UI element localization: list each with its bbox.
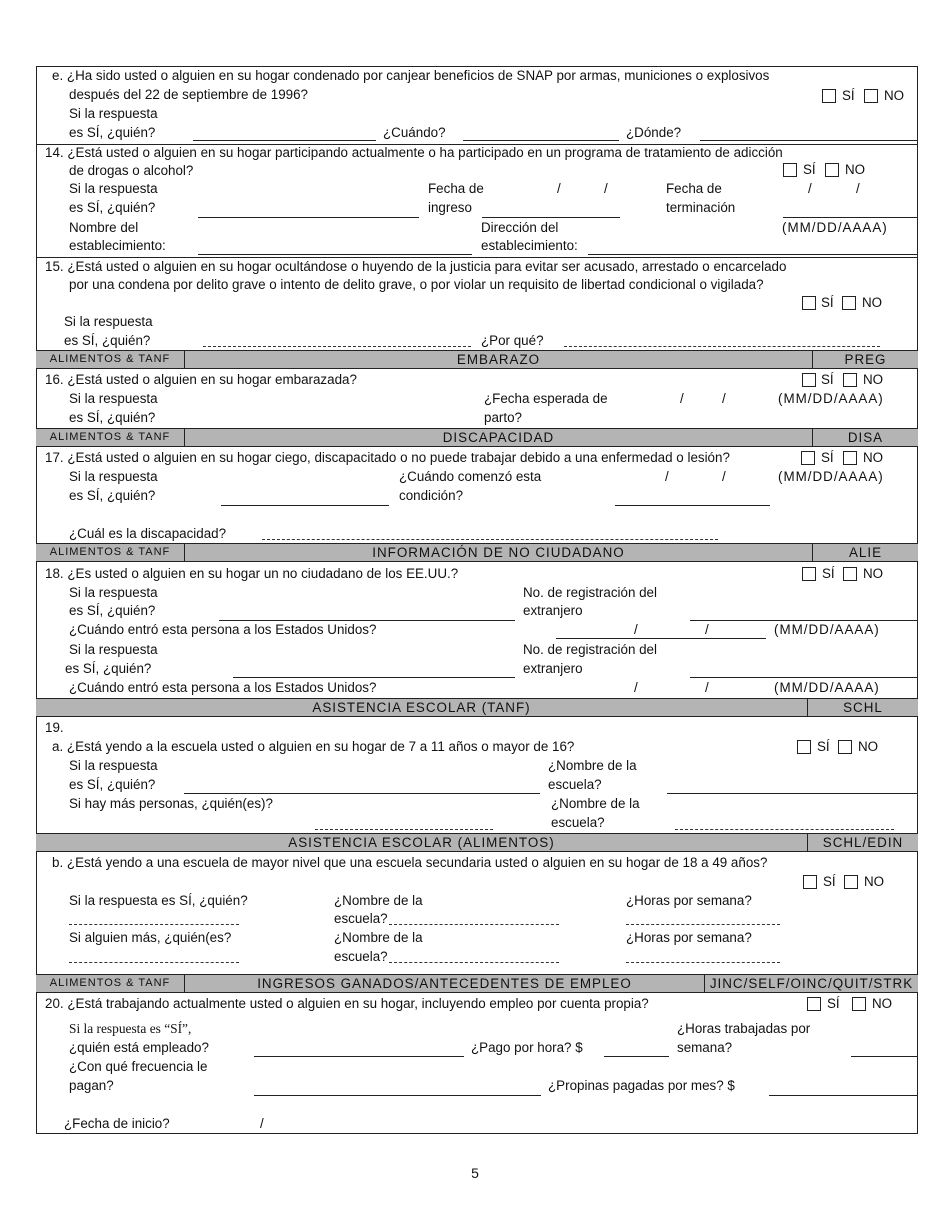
q14-facility-address-label-2: establecimiento:	[481, 238, 578, 253]
section-band-school-tanf	[36, 698, 918, 717]
q15-resp-label-2: es SÍ, ¿quién?	[64, 333, 151, 348]
q18-resp-label-1b: Si la respuesta	[69, 642, 158, 657]
q18-entry-date-field-1[interactable]	[556, 638, 766, 639]
band-section-title: ASISTENCIA ESCOLAR (ALIMENTOS)	[36, 834, 808, 851]
q19a-school-field[interactable]	[667, 793, 918, 794]
q17-text: 17. ¿Está usted o alguien en su hogar ciego, discapacitado o no puede trabajar debido a una enfermedad o lesión?	[45, 450, 730, 465]
q19a-more-school-field[interactable]	[675, 829, 894, 830]
q14-facility-name-label-2: establecimiento:	[69, 238, 166, 253]
q19b-hours-label: ¿Horas por semana?	[626, 893, 752, 908]
q13e-yes-checkbox[interactable]	[822, 89, 836, 103]
date-format-hint: (MM/DD/AAAA)	[778, 469, 884, 484]
q19b-no-checkbox[interactable]	[844, 875, 858, 889]
q20-resp-label-1: Si la respuesta es “SÍ”,	[69, 1021, 192, 1036]
q17-yes-checkbox[interactable]	[801, 451, 815, 465]
q20-hours-label-1: ¿Horas trabajadas por	[677, 1021, 811, 1036]
band-section-title: EMBARAZO	[185, 351, 813, 368]
q19a-resp-label-2: es SÍ, ¿quién?	[69, 777, 156, 792]
q13e-resp-label-1: Si la respuesta	[69, 106, 158, 121]
q18-reg-label-1b: No. de registración del	[523, 642, 657, 657]
q14-end-date-field[interactable]	[783, 217, 918, 218]
q16-resp-label-2: es SÍ, ¿quién?	[69, 410, 156, 425]
q18-reg-field-1[interactable]	[690, 620, 918, 621]
q16-text: 16. ¿Está usted o alguien en su hogar embarazada?	[45, 372, 357, 387]
date-slash: /	[557, 181, 561, 196]
date-slash: /	[808, 181, 812, 196]
q18-resp-label-2b: es SÍ, ¿quién?	[65, 661, 152, 676]
q14-yes-label: SÍ	[803, 162, 816, 177]
q20-start-date-label: ¿Fecha de inicio?	[64, 1116, 170, 1131]
q20-hours-field[interactable]	[851, 1056, 918, 1057]
q14-text-line2: de drogas o alcohol?	[69, 163, 194, 178]
band-program-label: ALIMENTOS & TANF	[36, 975, 185, 992]
q19b-school-field[interactable]	[389, 924, 559, 925]
q20-hourly-pay-field[interactable]	[604, 1056, 669, 1057]
q19b-who-field[interactable]	[69, 924, 239, 925]
q14-facility-name-field[interactable]	[198, 254, 472, 255]
q20-tips-label: ¿Propinas pagadas por mes? $	[548, 1078, 735, 1093]
q17-onset-label-1: ¿Cuándo comenzó esta	[399, 469, 542, 484]
q14-facility-address-field[interactable]	[588, 254, 918, 255]
q20-no-label: NO	[872, 996, 893, 1011]
q13e-text-line2: después del 22 de septiembre de 1996?	[69, 87, 308, 102]
section-band-non-citizen	[36, 543, 918, 562]
q18-entry-label-1: ¿Cuándo entró esta persona a los Estados Unidos?	[69, 622, 377, 637]
q18-reg-label-2b: extranjero	[523, 661, 583, 676]
q17-no-checkbox[interactable]	[843, 451, 857, 465]
q19a-no-label: NO	[858, 739, 879, 754]
q15-yes-checkbox[interactable]	[802, 296, 816, 310]
q19a-who-field[interactable]	[184, 793, 540, 794]
q20-resp-label-2: ¿quién está empleado?	[69, 1040, 209, 1055]
q19b-more-school-label-1: ¿Nombre de la	[334, 930, 423, 945]
q19a-yes-label: SÍ	[817, 739, 830, 754]
q15-why-field[interactable]	[564, 346, 880, 347]
band-section-title: DISCAPACIDAD	[185, 429, 813, 446]
q15-yes-label: SÍ	[821, 295, 834, 310]
q18-yes-label: SÍ	[822, 566, 835, 581]
q19a-more-school-label-2: escuela?	[551, 815, 605, 830]
q13e-who-field[interactable]	[193, 140, 376, 141]
q13e-no-checkbox[interactable]	[864, 89, 878, 103]
q16-yes-label: SÍ	[821, 372, 834, 387]
q14-facility-name-label-1: Nombre del	[69, 220, 139, 235]
q15-no-label: NO	[862, 295, 883, 310]
q13e-no-label: NO	[884, 88, 905, 103]
q20-yes-checkbox[interactable]	[807, 997, 821, 1011]
q19b-yes-checkbox[interactable]	[803, 875, 817, 889]
q20-tips-field[interactable]	[769, 1095, 918, 1096]
q17-onset-date-field[interactable]	[615, 505, 770, 506]
q14-intake-label-2: ingreso	[428, 200, 472, 215]
date-slash: /	[722, 469, 726, 484]
q20-no-checkbox[interactable]	[852, 997, 866, 1011]
band-program-label: ALIMENTOS & TANF	[36, 351, 185, 368]
date-slash: /	[856, 181, 860, 196]
q17-resp-label-1: Si la respuesta	[69, 469, 158, 484]
band-code: JINC/SELF/OINC/QUIT/STRK	[709, 976, 914, 991]
q19b-hours-field[interactable]	[626, 924, 780, 925]
date-slash: /	[634, 622, 638, 637]
q17-disability-label: ¿Cuál es la discapacidad?	[69, 526, 227, 541]
q13e-when-field[interactable]	[463, 140, 619, 141]
q18-yes-checkbox[interactable]	[802, 567, 816, 581]
section-band-employment	[36, 974, 918, 993]
q19a-more-school-label-1: ¿Nombre de la	[551, 796, 640, 811]
q19b-resp-label: Si la respuesta es SÍ, ¿quién?	[69, 893, 248, 908]
band-program-label: ALIMENTOS & TANF	[36, 544, 185, 561]
q20-employee-field[interactable]	[254, 1056, 464, 1057]
q20-pay-frequency-label-2: pagan?	[69, 1078, 114, 1093]
date-slash: /	[665, 469, 669, 484]
q20-hours-label-2: semana?	[677, 1040, 733, 1055]
q18-who-field-2[interactable]	[233, 677, 515, 678]
q18-resp-label-1: Si la respuesta	[69, 585, 158, 600]
q15-text-line1: 15. ¿Está usted o alguien en su hogar ocultándose o huyendo de la justicia para evitar ser acusado, arrestado o encarcelado	[45, 259, 787, 274]
q19a-more-label: Si hay más personas, ¿quién(es)?	[69, 796, 273, 811]
q18-reg-label-2: extranjero	[523, 603, 583, 618]
section-band-school-food	[36, 833, 918, 852]
q13e-text-line1: e. ¿Ha sido usted o alguien en su hogar condenado por canjear beneficios de SNAP por armas, municiones o explosivos	[52, 68, 770, 83]
q19b-school-label-1: ¿Nombre de la	[334, 893, 423, 908]
q16-resp-label-1: Si la respuesta	[69, 391, 158, 406]
q18-resp-label-2: es SÍ, ¿quién?	[69, 603, 156, 618]
q19b-more-who-field[interactable]	[69, 962, 239, 963]
section-band-disability	[36, 428, 918, 447]
q16-yes-checkbox[interactable]	[802, 373, 816, 387]
q19-number: 19.	[45, 720, 64, 735]
q13e-where-field[interactable]	[700, 140, 918, 141]
q18-no-label: NO	[863, 566, 884, 581]
band-code: ALIE	[848, 545, 883, 560]
band-program-label: ALIMENTOS & TANF	[36, 429, 185, 446]
date-format-hint: (MM/DD/AAAA)	[782, 220, 888, 235]
q16-due-date-label-1: ¿Fecha esperada de	[484, 391, 608, 406]
q19b-more-hours-field[interactable]	[626, 962, 780, 963]
band-section-title: ASISTENCIA ESCOLAR (TANF)	[36, 699, 808, 716]
date-slash: /	[634, 680, 638, 695]
q17-resp-label-2: es SÍ, ¿quién?	[69, 488, 156, 503]
q13e-when-label: ¿Cuándo?	[383, 125, 446, 140]
q17-who-field[interactable]	[221, 505, 389, 506]
date-slash: /	[722, 391, 726, 406]
q13e-yes-label: SÍ	[842, 88, 855, 103]
q14-end-label-2: terminación	[666, 200, 736, 215]
q14-resp-label-2: es SÍ, ¿quién?	[69, 200, 156, 215]
q15-resp-label-1: Si la respuesta	[64, 314, 153, 329]
page-number: 5	[471, 1165, 479, 1181]
q19b-more-hours-label: ¿Horas por semana?	[626, 930, 752, 945]
q13e-where-label: ¿Dónde?	[626, 125, 682, 140]
q18-no-checkbox[interactable]	[843, 567, 857, 581]
date-slash: /	[705, 622, 709, 637]
band-code: PREG	[844, 352, 887, 367]
q16-no-checkbox[interactable]	[843, 373, 857, 387]
q14-who-field[interactable]	[198, 217, 419, 218]
q17-yes-label: SÍ	[821, 450, 834, 465]
q18-reg-field-2[interactable]	[690, 677, 918, 678]
q20-hourly-pay-label: ¿Pago por hora? $	[471, 1040, 583, 1055]
date-format-hint: (MM/DD/AAAA)	[774, 680, 880, 695]
q15-text-line2: por una condena por delito grave o intento de delito grave, o por violar un requisito de libertad condicional o vigilada?	[69, 277, 764, 292]
q14-resp-label-1: Si la respuesta	[69, 181, 158, 196]
q14-facility-address-label-1: Dirección del	[481, 220, 559, 235]
q19a-more-who-field[interactable]	[315, 829, 493, 830]
q20-text: 20. ¿Está trabajando actualmente usted o alguien en su hogar, incluyendo empleo por cuenta propia?	[45, 996, 649, 1011]
q18-who-field-1[interactable]	[219, 620, 515, 621]
q20-yes-label: SÍ	[827, 996, 840, 1011]
q15-no-checkbox[interactable]	[842, 296, 856, 310]
band-code: DISA	[847, 430, 884, 445]
section-band-pregnancy	[36, 350, 918, 369]
q19a-no-checkbox[interactable]	[838, 740, 852, 754]
q19a-school-label-1: ¿Nombre de la	[548, 758, 637, 773]
q20-pay-frequency-label-1: ¿Con qué frecuencia le	[69, 1059, 208, 1074]
q19b-no-label: NO	[864, 874, 885, 889]
q15-who-field[interactable]	[203, 346, 471, 347]
band-code: SCHL	[843, 700, 883, 715]
date-slash: /	[705, 680, 709, 695]
q19a-yes-checkbox[interactable]	[797, 740, 811, 754]
date-slash: /	[604, 181, 608, 196]
q19a-school-label-2: escuela?	[548, 777, 602, 792]
q19b-more-school-label-2: escuela?	[334, 949, 388, 964]
q17-disability-field[interactable]	[262, 539, 718, 540]
q17-no-label: NO	[863, 450, 884, 465]
q19b-yes-label: SÍ	[823, 874, 836, 889]
q19b-text: b. ¿Está yendo a una escuela de mayor nivel que una escuela secundaria usted o alguien en su hogar de 18 a 49 años?	[52, 855, 768, 870]
date-format-hint: (MM/DD/AAAA)	[778, 391, 884, 406]
band-section-title: INGRESOS GANADOS/ANTECEDENTES DE EMPLEO	[185, 975, 705, 992]
q13e-resp-label-2: es SÍ, ¿quién?	[69, 125, 156, 140]
q19a-text: a. ¿Está yendo a la escuela usted o alguien en su hogar de 7 a 11 años o mayor de 16?	[52, 739, 575, 754]
date-slash: /	[680, 391, 684, 406]
date-slash: /	[260, 1116, 264, 1131]
date-format-hint: (MM/DD/AAAA)	[774, 622, 880, 637]
q19a-resp-label-1: Si la respuesta	[69, 758, 158, 773]
q19b-more-school-field[interactable]	[389, 962, 559, 963]
q19b-more-label: Si alguien más, ¿quién(es?	[69, 930, 232, 945]
q14-no-label: NO	[845, 162, 866, 177]
q14-intake-label-1: Fecha de	[428, 181, 484, 196]
q18-reg-label-1: No. de registración del	[523, 585, 657, 600]
q16-due-date-label-2: parto?	[484, 410, 522, 425]
q18-text: 18. ¿Es usted o alguien en su hogar un no ciudadano de los EE.UU.?	[45, 566, 459, 581]
q17-onset-label-2: condición?	[399, 488, 464, 503]
q14-yes-checkbox[interactable]	[783, 163, 797, 177]
q20-pay-frequency-field[interactable]	[254, 1095, 541, 1096]
q15-why-label: ¿Por qué?	[481, 333, 544, 348]
q14-end-label-1: Fecha de	[666, 181, 722, 196]
q19b-school-label-2: escuela?	[334, 911, 388, 926]
q18-entry-label-2: ¿Cuándo entró esta persona a los Estados Unidos?	[69, 680, 377, 695]
q16-no-label: NO	[863, 372, 884, 387]
divider	[36, 257, 918, 258]
q14-no-checkbox[interactable]	[825, 163, 839, 177]
band-section-title: INFORMACIÓN DE NO CIUDADANO	[185, 544, 813, 561]
q14-intake-date-field[interactable]	[482, 217, 620, 218]
q14-text-line1: 14. ¿Está usted o alguien en su hogar participando actualmente o ha participado en un programa de tratamiento de adicción	[45, 145, 783, 160]
band-code: SCHL/EDIN	[822, 835, 904, 850]
